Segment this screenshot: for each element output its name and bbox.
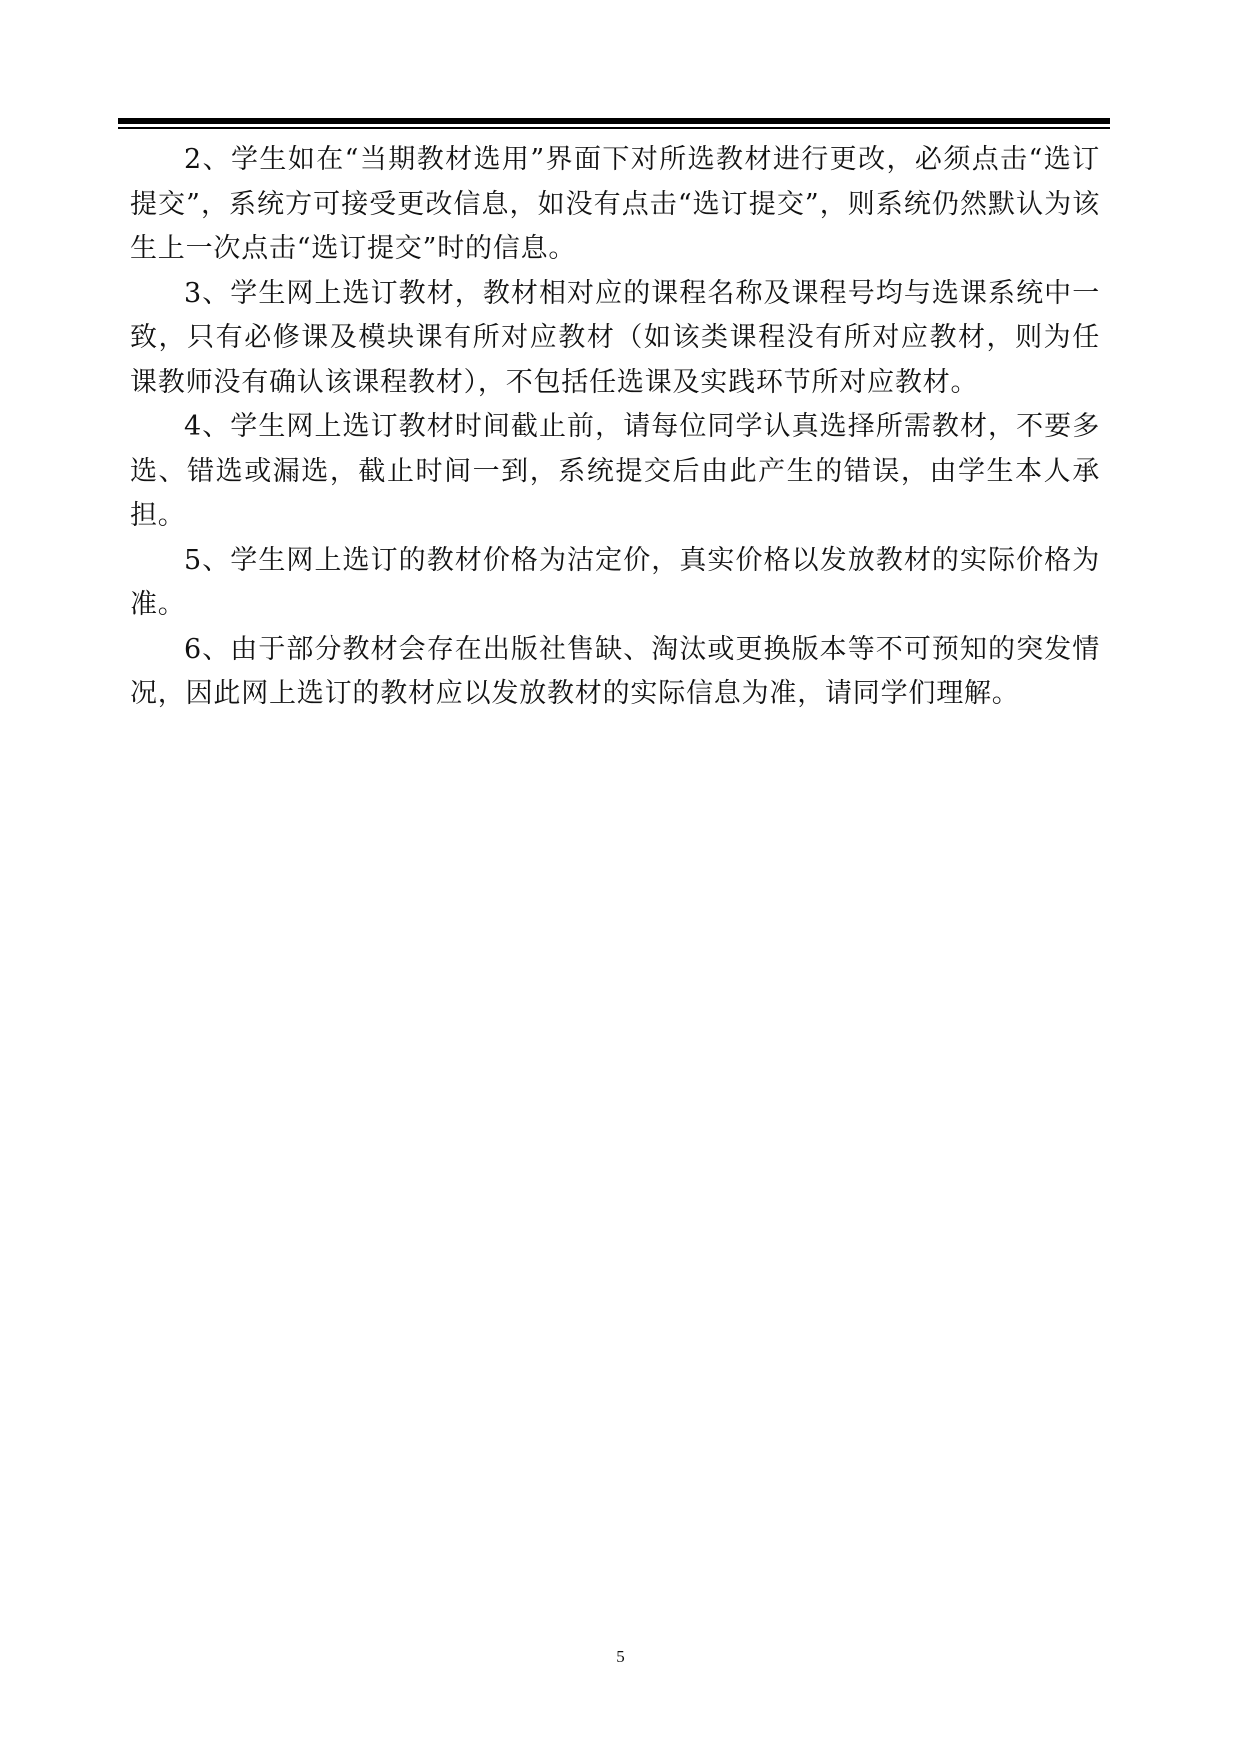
paragraph-3: 3、学生网上选订教材，教材相对应的课程名称及课程号均与选课系统中一致，只有必修课及模块课有所对应教材（如该类课程没有所对应教材，则为任课教师没有确认该课程教材），不包括任选课及实践环节所对应教材。 <box>130 277 1100 398</box>
header-rule-thick-line <box>118 118 1110 124</box>
paragraph-5: 5、学生网上选订的教材价格为沽定价，真实价格以发放教材的实际价格为准。 <box>130 544 1100 620</box>
paragraph-6: 6、由于部分教材会存在出版社售缺、淘汰或更换版本等不可预知的突发情况，因此网上选订的教材应以发放教材的实际信息为准，请同学们理解。 <box>130 633 1100 709</box>
paragraph-4: 4、学生网上选订教材时间截止前，请每位同学认真选择所需教材，不要多选、错选或漏选，截止时间一到，系统提交后由此产生的错误，由学生本人承担。 <box>130 411 1100 531</box>
header-rule-thin-line <box>118 127 1110 129</box>
header-double-rule <box>118 118 1110 129</box>
body-text <box>130 138 1100 717</box>
paragraph-2: 2、学生如在“当期教材选用”界面下对所选教材进行更改，必须点击“选订提交”，系统方可接受更改信息，如没有点击“选订提交”，则系统仍然默认为该生上一次点击“选订提交”时的信息。 <box>130 144 1100 264</box>
page-number: 5 <box>616 1647 625 1666</box>
